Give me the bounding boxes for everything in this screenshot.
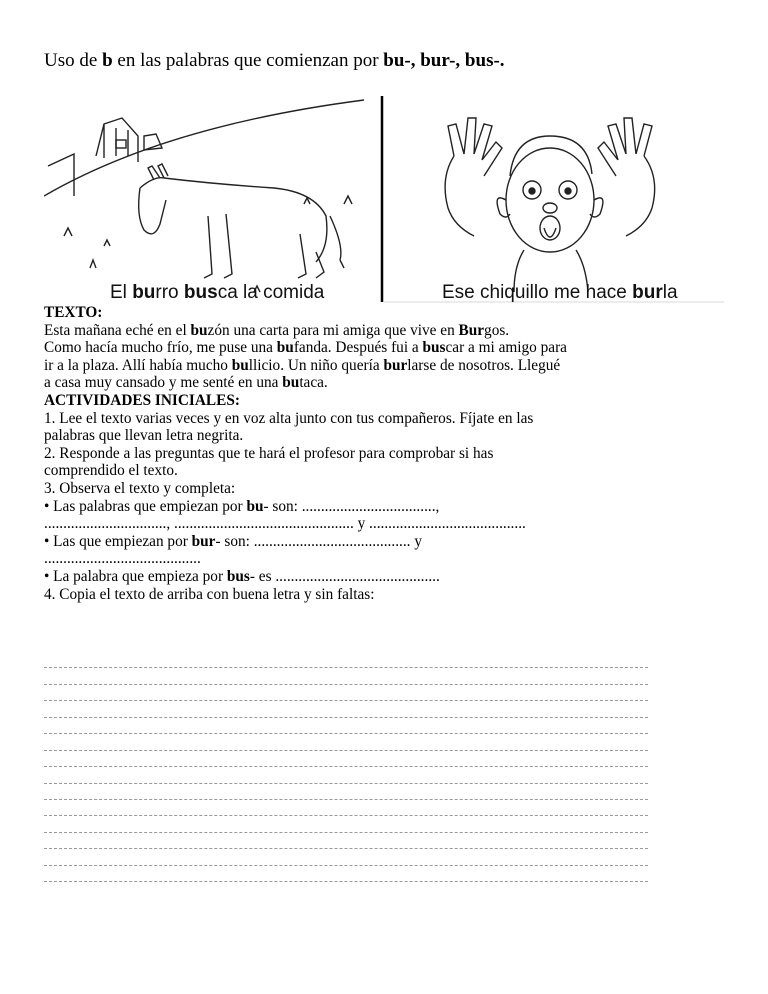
bullet-bus: • La palabra que empieza por bus- es ........................................... <box>44 567 440 585</box>
activity-2-cont: comprendido el texto. <box>44 462 178 480</box>
activity-1: 1. Lee el texto varias veces y en voz alta junto con tus compañeros. Fíjate en las <box>44 409 534 427</box>
writing-line[interactable] <box>44 816 648 832</box>
bullet-bu: • Las palabras que empiezan por bu- son: ..................................., <box>44 497 440 515</box>
writing-line[interactable] <box>44 718 648 734</box>
worksheet-body <box>44 304 664 603</box>
donkey-illustration <box>44 100 364 292</box>
activity-3: 3. Observa el texto y completa: <box>44 479 236 497</box>
writing-line[interactable] <box>44 767 648 783</box>
writing-line[interactable] <box>44 784 648 800</box>
writing-line[interactable] <box>44 866 648 882</box>
bullet-bu-blanks: ................................, ............................................... y ......................................... <box>44 515 526 533</box>
actividades-heading: ACTIVIDADES INICIALES: <box>44 391 240 409</box>
texto-line: a casa muy cansado y me senté en una butaca. <box>44 374 328 392</box>
activity-1-cont: palabras que llevan letra negrita. <box>44 427 244 445</box>
texto-line: Esta mañana eché en el buzón una carta para mi amiga que vive en Burgos. <box>44 321 510 339</box>
worksheet-title: Uso de b en las palabras que comienzan por bu-, bur-, bus-. <box>44 50 505 71</box>
writing-line[interactable] <box>44 685 648 701</box>
texto-heading: TEXTO: <box>44 304 103 321</box>
writing-lines <box>44 652 648 882</box>
writing-line[interactable] <box>44 652 648 668</box>
svg-text:El burro busca la comida: El burro busca la comida <box>110 282 325 303</box>
boy-illustration <box>445 118 655 292</box>
writing-line[interactable] <box>44 734 648 750</box>
bullet-bur: • Las que empiezan por bur- son: ......................................... y <box>44 532 422 550</box>
writing-line[interactable] <box>44 668 648 684</box>
bullet-bur-blanks: ......................................... <box>44 550 201 568</box>
texto-line: ir a la plaza. Allí había mucho bullicio. Un niño quería burlarse de nosotros. Llegué <box>44 356 561 374</box>
writing-line[interactable] <box>44 751 648 767</box>
writing-line[interactable] <box>44 701 648 717</box>
writing-line[interactable] <box>44 833 648 849</box>
svg-text:Ese chiquillo me hace burla: Ese chiquillo me hace burla <box>442 282 678 303</box>
writing-line[interactable] <box>44 800 648 816</box>
activity-2: 2. Responde a las preguntas que te hará el profesor para comprobar si has <box>44 444 494 462</box>
texto-line: Como hacía mucho frío, me puse una bufanda. Después fui a buscar a mi amigo para <box>44 339 567 357</box>
activity-4: 4. Copia el texto de arriba con buena letra y sin faltas: <box>44 585 375 603</box>
illustrations <box>44 96 724 304</box>
writing-line[interactable] <box>44 849 648 865</box>
